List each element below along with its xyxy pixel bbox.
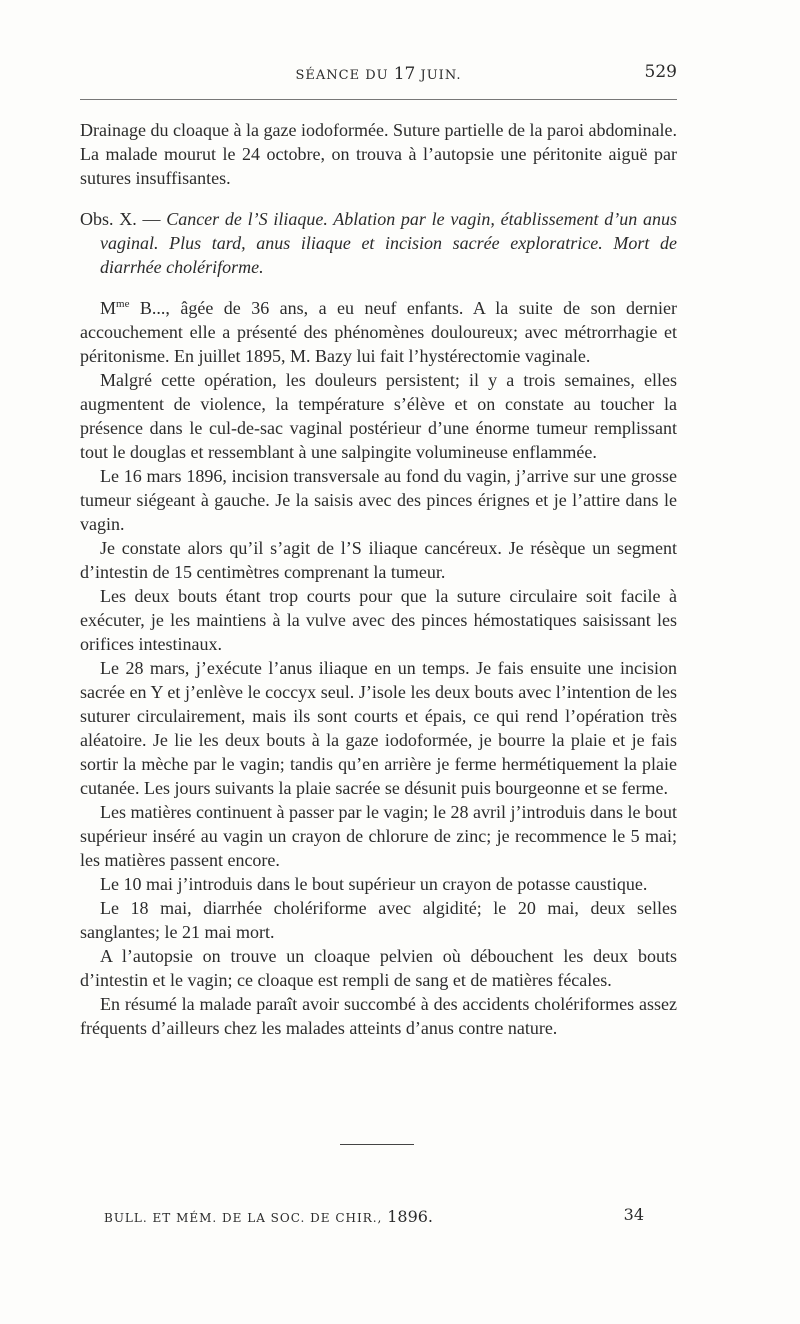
header-title-day: 17 — [393, 64, 416, 84]
paragraph-18-mai: Le 18 mai, diarrhée cholériforme avec algidité; le 20 mai, deux selles sanglantes; le 21 mai mort. — [80, 898, 677, 942]
header-title-prefix: SÉANCE DU — [295, 68, 389, 83]
paragraph-douleurs: Malgré cette opération, les douleurs persistent; il y a trois semaines, elles augmentent de violence, la température s’élève et on constate au toucher la présence dans le cul-de-sac vaginal postérieur d’une énorme tumeur remplissant tout le douglas et ressemblant à une salpingite volumineuse enflammée. — [80, 370, 677, 462]
footer-signature-number: 34 — [623, 1205, 644, 1224]
paragraph-16-mars: Le 16 mars 1896, incision transversale au fond du vagin, j’arrive sur une grosse tumeur siégeant à gauche. Je la saisis avec des pinces érignes et je l’attire dans le vagin. — [80, 466, 677, 534]
body-text — [80, 118, 677, 1040]
end-rule — [340, 1144, 414, 1145]
footer-signature-text — [104, 1207, 433, 1226]
paragraph-patient — [80, 296, 677, 368]
paragraph-autopsie: A l’autopsie on trouve un cloaque pelvien où débouchent les deux bouts d’intestin et le vagin; ce cloaque est rempli de sang et de matières fécales. — [80, 946, 677, 990]
patient-title: M — [100, 298, 117, 318]
footer-journal: BULL. ET MÉM. DE LA SOC. DE CHIR., — [104, 1211, 383, 1225]
paragraph-drainage: Drainage du cloaque à la gaze iodoformée. Suture partielle de la paroi abdominale. La malade mourut le 24 octobre, on trouva à l’autopsie une péritonite aiguë par sutures insuffisantes. — [80, 120, 677, 188]
running-header — [80, 64, 677, 86]
paragraph-28-mars: Le 28 mars, j’exécute l’anus iliaque en un temps. Je fais ensuite une incision sacrée en Y et j’enlève le coccyx seul. J’isole les deux bouts avec l’intention de les suturer circulairement, mais ils sont courts et épais, ce qui rend l’opération très aléatoire. Je lie les deux bouts à la gaze iodoformée, je bourre la plaie et je fais sortir la mèche par le vagin; tandis qu’en arrière je ferme hermétiquement la plaie cutanée. Les jours suivants la plaie sacrée se désunit puis bourgeonne et se ferme. — [80, 658, 677, 798]
paragraph-deux-bouts: Les deux bouts étant trop courts pour que la suture circulaire soit facile à exécuter, je les maintiens à la vulve avec des pinces hémostatiques saisissant les orifices intestinaux. — [80, 586, 677, 654]
observation-title: Cancer de l’S iliaque. Ablation par le vagin, établissement d’un anus vaginal. Plus tard, anus iliaque et incision sacrée exploratrice. Mort de diarrhée cholériforme. — [100, 209, 678, 277]
paragraph-matieres: Les matières continuent à passer par le vagin; le 28 avril j’introduis dans le bout supérieur inséré au vagin un crayon de chlorure de zinc; je recommence le 5 mai; les matières passent encore. — [80, 802, 677, 870]
footer — [104, 1205, 644, 1227]
header-title-month: JUIN. — [420, 68, 462, 83]
header-title — [80, 64, 677, 84]
observation-heading — [80, 207, 677, 279]
paragraph-resection: Je constate alors qu’il s’agit de l’S iliaque cancéreux. Je résèque un segment d’intestin de 15 centimètres comprenant la tumeur. — [80, 538, 677, 582]
footer-year: 1896. — [387, 1207, 434, 1226]
observation-label: Obs. X. — — [80, 209, 161, 229]
header-rule — [80, 99, 677, 100]
patient-text: B..., âgée de 36 ans, a eu neuf enfants. A la suite de son dernier accouchement elle a présenté des phénomènes douloureux; avec métrorrhagie et péritonisme. En juillet 1895, M. Bazy lui fait l’hystérectomie vaginale. — [80, 298, 677, 366]
paragraph-resume: En résumé la malade paraît avoir succombé à des accidents cholériformes assez fréquents d’ailleurs chez les malades atteints d’anus contre nature. — [80, 994, 677, 1038]
paragraph-10-mai: Le 10 mai j’introduis dans le bout supérieur un crayon de potasse caustique. — [100, 874, 648, 894]
page-number: 529 — [644, 62, 677, 82]
patient-title-sup: me — [116, 298, 130, 310]
